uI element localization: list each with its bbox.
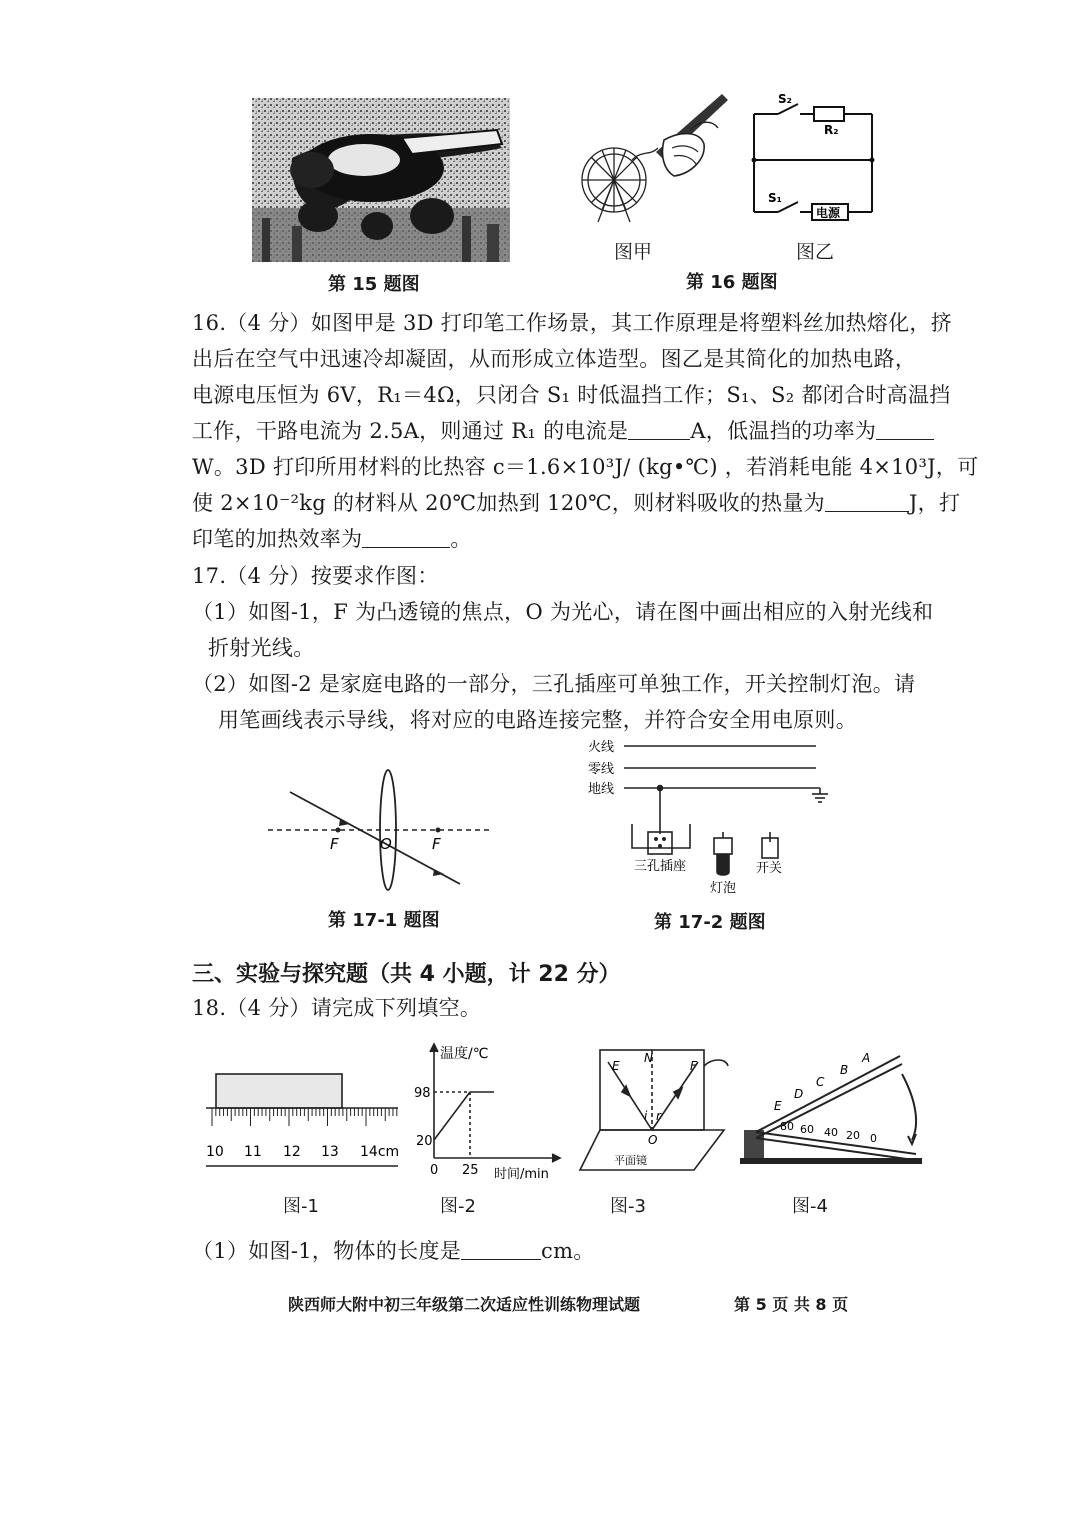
- neutral-wire-label: 零线: [588, 762, 615, 777]
- s2-label: S₂: [778, 92, 792, 106]
- answer-blank-efficiency[interactable]: [362, 525, 450, 548]
- label-f: F: [690, 1059, 697, 1073]
- q17-paragraph: [192, 558, 933, 738]
- fig18-4-inclined-plane: [736, 1040, 926, 1172]
- ruler-tick-14cm: 14cm: [360, 1144, 400, 1160]
- q16-paragraph: [192, 305, 979, 557]
- incline-scale-40: 40: [824, 1126, 838, 1139]
- label-r: r: [656, 1109, 661, 1123]
- optical-center-label: O: [380, 835, 392, 853]
- answer-blank-object-length[interactable]: [461, 1237, 541, 1260]
- fig17-2-household-circuit: [586, 736, 836, 906]
- footer-page-number: 第 5 页 共 8 页: [734, 1295, 849, 1314]
- fig18-3-reflection-setup: [578, 1046, 738, 1176]
- incline-letter-b: B: [840, 1063, 849, 1077]
- fig17-1-convex-lens: [266, 764, 496, 894]
- section3-heading: 三、实验与探究题（共 4 小题，计 22 分）: [192, 962, 621, 987]
- q16-line-1: 16.（4 分）如图甲是 3D 打印笔工作场景，其工作原理是将塑料丝加热熔化，挤: [192, 311, 952, 335]
- ruler-tick-13: 13: [321, 1144, 339, 1160]
- q17-sub1-line1: （1）如图-1，F 为凸透镜的焦点，O 为光心，请在图中画出相应的入射光线和: [192, 600, 934, 624]
- answer-blank-low-power[interactable]: [876, 417, 934, 440]
- incline-letter-c: C: [816, 1075, 825, 1089]
- answer-blank-heat[interactable]: [825, 489, 909, 512]
- fig17-2-caption: 第 17-2 题图: [654, 912, 766, 933]
- q16-line-2: 出后在空气中迅速冷却凝固，从而形成立体造型。图乙是其简化的加热电路，: [192, 347, 917, 371]
- fig17-1-caption: 第 17-1 题图: [328, 910, 440, 931]
- graph-ylabel: 温度/℃: [440, 1046, 489, 1062]
- bulb-label: 灯泡: [710, 881, 737, 896]
- graph-xtick-0: 0: [430, 1163, 439, 1178]
- s1-label: S₁: [768, 191, 782, 205]
- incline-scale-0: 0: [870, 1132, 877, 1145]
- fig16-caption: 第 16 题图: [686, 272, 778, 293]
- ground-wire-label: 地线: [588, 782, 615, 797]
- fig15-caption: 第 15 题图: [328, 274, 420, 295]
- fig18-4-caption: 图-4: [792, 1196, 828, 1217]
- graph-xlabel: 时间/min: [494, 1167, 549, 1182]
- ruler-tick-11: 11: [244, 1144, 262, 1160]
- q18-1-line: （1）如图-1，物体的长度是 cm。: [192, 1239, 595, 1263]
- fig16a-3d-pen-drawing: [572, 90, 732, 230]
- footer-title: 陕西师大附中初三年级第二次适应性训练物理试题: [288, 1295, 641, 1314]
- ruler-tick-12: 12: [283, 1144, 301, 1160]
- switch-label: 开关: [756, 861, 783, 876]
- q16-line-6: 使 2×10⁻²kg 的材料从 20℃加热到 120℃，则材料吸收的热量为 J，打: [192, 491, 961, 515]
- fig16a-label: 图甲: [614, 241, 653, 263]
- fig16b-heating-circuit: [748, 90, 878, 222]
- label-o: O: [648, 1133, 658, 1147]
- focus-left-label: F: [330, 835, 339, 853]
- q17-sub1-line2: 折射光线。: [208, 636, 315, 660]
- incline-letter-e: E: [774, 1099, 782, 1113]
- q16-line-4: 工作，干路电流为 2.5A，则通过 R₁ 的电流是 A，低温挡的功率为: [192, 413, 979, 449]
- incline-letter-a: A: [862, 1051, 871, 1065]
- q16-line-3: 电源电压恒为 6V，R₁＝4Ω，只闭合 S₁ 时低温挡工作；S₁、S₂ 都闭合时高温挡: [192, 383, 951, 407]
- ruler-tick-10: 10: [206, 1144, 224, 1160]
- answer-blank-r1-current[interactable]: [628, 417, 690, 440]
- graph-ytick-20: 20: [416, 1134, 433, 1149]
- q17-sub2-line1: （2）如图-2 是家庭电路的一部分，三孔插座可单独工作，开关控制灯泡。请: [192, 672, 916, 696]
- q17-sub2-line2: 用笔画线表示导线，将对应的电路连接完整，并符合安全用电原则。: [218, 708, 857, 732]
- label-i: i: [644, 1109, 648, 1123]
- fig16b-label: 图乙: [796, 241, 835, 263]
- q16-line-7: 印笔的加热效率为 。: [192, 527, 472, 551]
- label-plane-mirror: 平面镜: [614, 1154, 647, 1167]
- graph-ytick-98: 98: [414, 1086, 431, 1101]
- fig18-2-temperature-graph: [410, 1040, 570, 1184]
- incline-scale-80: 80: [780, 1120, 794, 1133]
- q16-line-5: W。3D 打印所用材料的比热容 c＝1.6×10³J/ (kg•℃) ，若消耗电能 4×10³J，可: [192, 455, 979, 479]
- graph-xtick-25: 25: [462, 1163, 479, 1178]
- fig18-3-caption: 图-3: [610, 1196, 646, 1217]
- incline-scale-20: 20: [846, 1129, 860, 1142]
- fig18-1-caption: 图-1: [283, 1196, 319, 1217]
- fig18-1-ruler: [204, 1068, 404, 1172]
- r2-label: R₂: [824, 123, 839, 137]
- live-wire-label: 火线: [588, 740, 615, 755]
- socket-label: 三孔插座: [634, 859, 687, 874]
- fig15-flying-car-photo: [252, 98, 510, 262]
- label-n: N: [644, 1051, 653, 1065]
- label-e: E: [612, 1059, 620, 1073]
- incline-letter-d: D: [794, 1087, 804, 1101]
- incline-scale-60: 60: [800, 1123, 814, 1136]
- q18-title: 18.（4 分）请完成下列填空。: [192, 996, 482, 1020]
- q17-title: 17.（4 分）按要求作图：: [192, 564, 439, 588]
- fig18-2-caption: 图-2: [440, 1196, 476, 1217]
- focus-right-label: F: [432, 835, 441, 853]
- source-label: 电源: [816, 206, 841, 220]
